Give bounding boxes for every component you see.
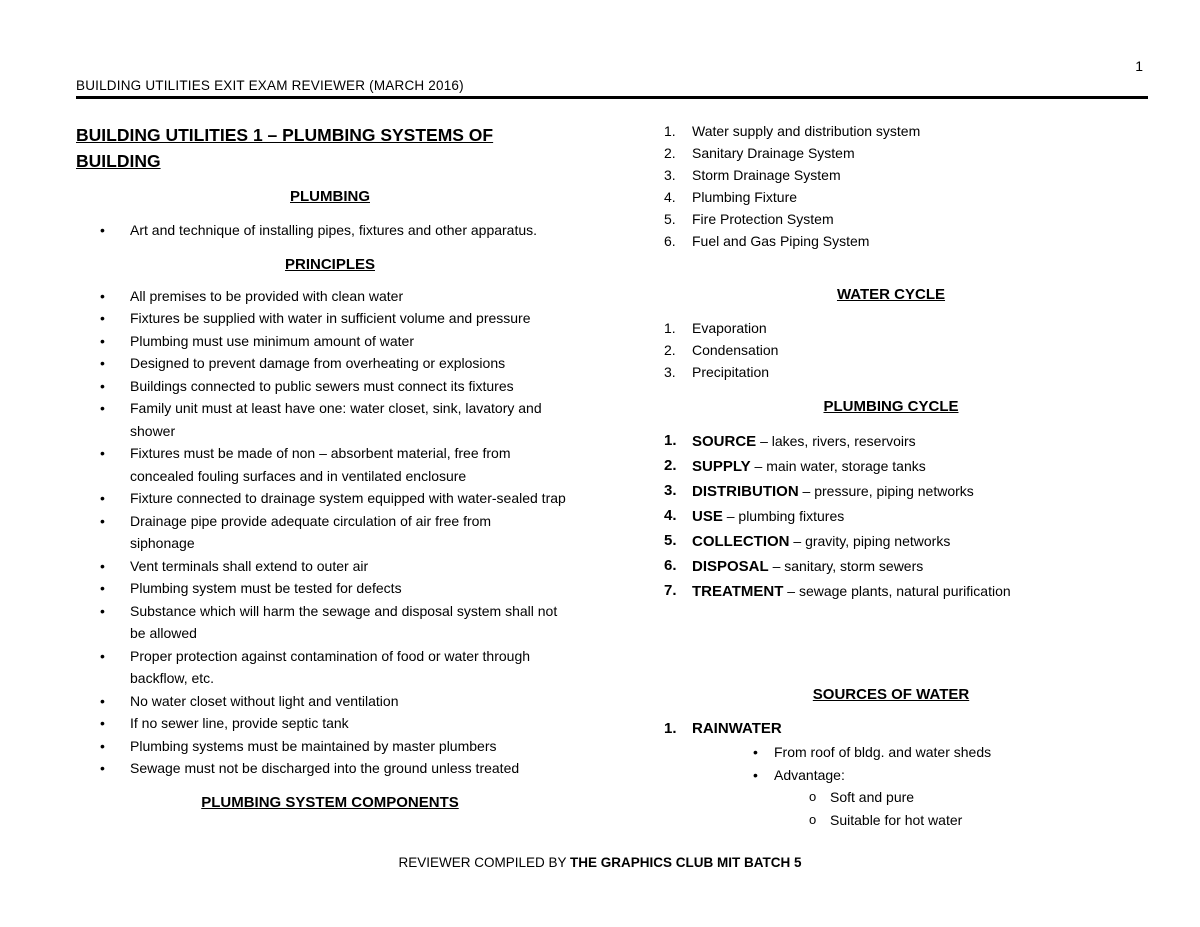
list-item: • Sewage must not be discharged into the ground unless treated [76,757,596,780]
list-item: • Fixture connected to drainage system equipped with water-sealed trap [76,487,570,510]
list-item: 3. Precipitation [664,364,770,380]
list-item: • Proper protection against contamination of food or water through backflow, etc. [76,645,590,690]
principles-list [76,285,596,780]
list-item: • From roof of bldg. and water sheds [664,741,1144,764]
components-heading: PLUMBING SYSTEM COMPONENTS [201,793,459,811]
list-item: 2. SUPPLY – main water, storage tanks [664,457,926,475]
rainwater-advantages [664,786,1144,831]
plumbing-cycle-list [664,429,1144,604]
plumbing-heading: PLUMBING [290,188,370,205]
list-item: • All premises to be provided with clean water [76,285,596,308]
header-rule [76,96,1148,99]
left-column [76,122,596,811]
list-item: • No water closet without light and ventilation [76,690,596,713]
right-column [664,120,1144,831]
rainwater-title: 1. RAINWATER [664,720,782,737]
list-item: 1. SOURCE – lakes, rivers, reservoirs [664,432,916,450]
plumbing-definition-list [76,219,596,242]
list-item: 2. Sanitary Drainage System [664,145,855,161]
list-item: 6. Fuel and Gas Piping System [664,233,870,249]
list-item: 1. Water supply and distribution system [664,123,921,139]
water-cycle-heading: WATER CYCLE [836,286,946,303]
list-item: • Vent terminals shall extend to outer air [76,555,596,578]
list-item: 1. Evaporation [664,320,767,336]
list-item: • Advantage: [664,764,1144,787]
rainwater-details [664,741,1144,786]
principles-heading: PRINCIPLES [284,255,375,273]
list-item: 5. Fire Protection System [664,211,834,227]
list-item: 2. Condensation [664,342,779,358]
plumbing-cycle-heading: PLUMBING CYCLE [823,398,959,415]
header-title: BUILDING UTILITIES EXIT EXAM REVIEWER (MARCH 2016) [76,78,464,93]
sources-heading: SOURCES OF WATER [812,686,970,703]
list-item: • Art and technique of installing pipes, fixtures and other apparatus. [76,219,596,242]
list-item: • Substance which will harm the sewage and disposal system shall not be allowed [76,600,570,645]
list-item: 5. COLLECTION – gravity, piping networks [664,532,951,550]
components-list [664,120,1144,252]
list-item: • Drainage pipe provide adequate circulation of air free from siphonage [76,510,550,555]
list-item: 3. Storm Drainage System [664,167,841,183]
main-title: BUILDING UTILITIES 1 – PLUMBING SYSTEMS OF BUILDING [76,125,494,171]
list-item: • Fixtures be supplied with water in sufficient volume and pressure [76,307,596,330]
list-item: • Plumbing systems must be maintained by master plumbers [76,735,596,758]
list-item: 3. DISTRIBUTION – pressure, piping networks [664,482,974,500]
footer: REVIEWER COMPILED BY THE GRAPHICS CLUB MIT BATCH 5 [398,855,802,870]
list-item: o Soft and pure [664,786,1144,809]
list-item: • If no sewer line, provide septic tank [76,712,596,735]
list-item: 4. Plumbing Fixture [664,189,798,205]
list-item: • Family unit must at least have one: water closet, sink, lavatory and shower [76,397,550,442]
list-item: • Plumbing system must be tested for defects [76,577,596,600]
water-cycle-list [664,317,1144,383]
list-item: 6. DISPOSAL – sanitary, storm sewers [664,557,924,575]
list-item: 4. USE – plumbing fixtures [664,507,845,525]
list-item: • Designed to prevent damage from overheating or explosions [76,352,596,375]
list-item: 7. TREATMENT – sewage plants, natural purification [664,582,1011,600]
list-item: o Suitable for hot water [664,809,1144,832]
list-item: • Buildings connected to public sewers must connect its fixtures [76,375,596,398]
list-item: • Plumbing must use minimum amount of water [76,330,596,353]
list-item: • Fixtures must be made of non – absorbent material, free from concealed fouling surfaces and in ventilated enclosure [76,442,550,487]
page-number: 1 [1135,58,1143,74]
